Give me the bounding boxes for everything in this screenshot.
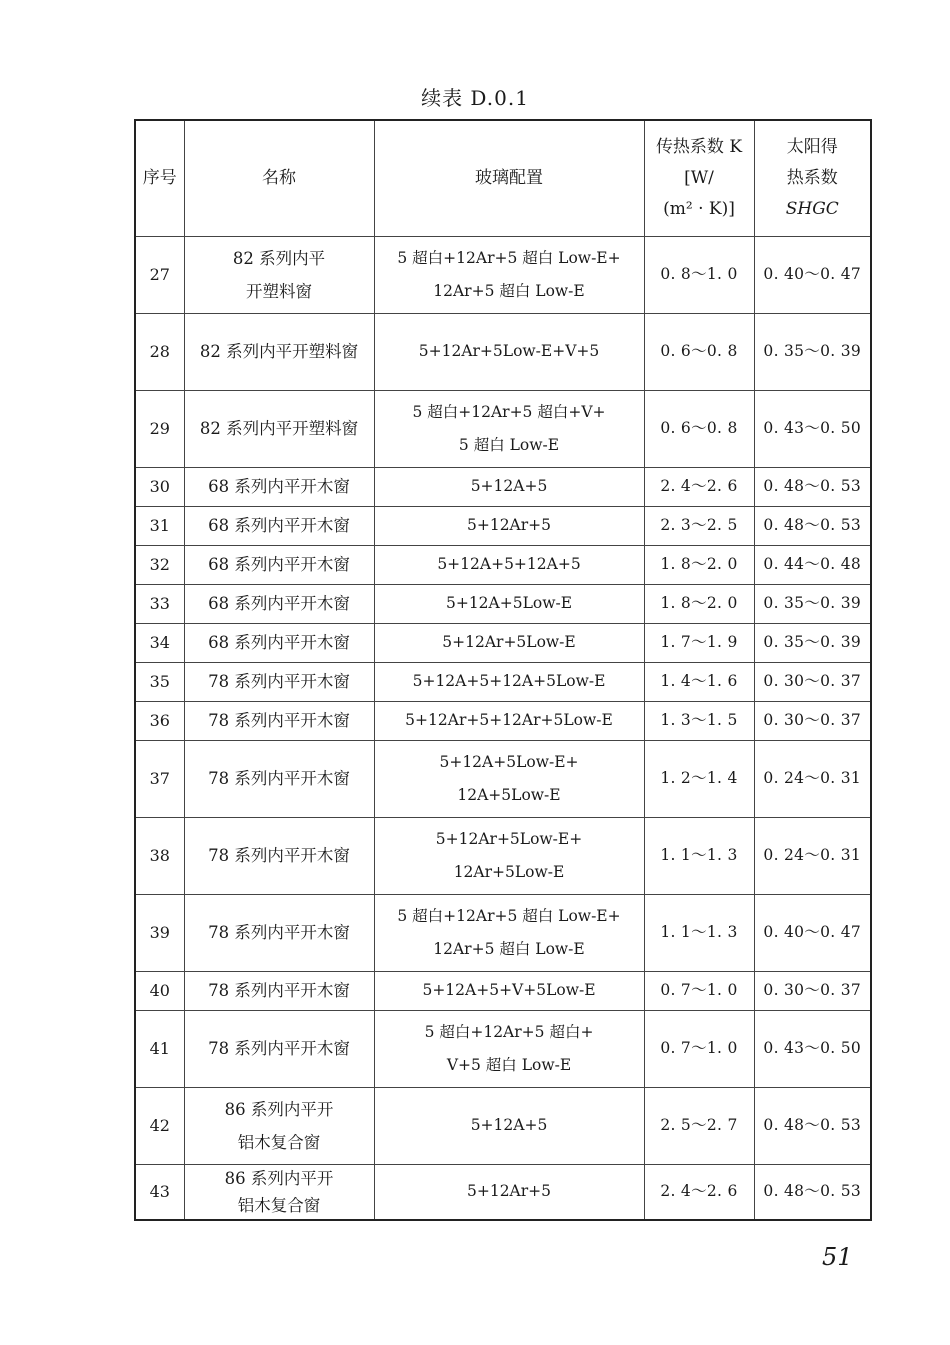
cell-shgc-value [754, 467, 871, 506]
cell-no-line: 29 [149, 419, 170, 438]
cell-no [135, 236, 184, 313]
cell-shgc-value-line: 0. 44～0. 48 [763, 555, 862, 573]
cell-no [135, 701, 184, 740]
cell-no [135, 390, 184, 467]
cell-k-value [644, 506, 754, 545]
cell-shgc-value [754, 662, 871, 701]
cell-shgc-value [754, 236, 871, 313]
cell-glass-config-line: 5+12Ar+5Low-E+ [435, 829, 583, 848]
cell-k-value-line: 1. 7～1. 9 [660, 633, 738, 651]
table-row [135, 545, 871, 584]
header-no: 序号 [135, 120, 184, 236]
table-body [135, 236, 871, 1220]
cell-name [184, 1010, 374, 1087]
cell-no [135, 584, 184, 623]
cell-glass-config-line: 12Ar+5 超白 Low-E [433, 939, 585, 958]
cell-glass-config [374, 390, 644, 467]
cell-k-value [644, 584, 754, 623]
cell-name-line: 68 系列内平开木窗 [208, 516, 350, 535]
table-row [135, 1010, 871, 1087]
cell-glass-config [374, 467, 644, 506]
table-row [135, 390, 871, 467]
cell-k-value-line: 1. 2～1. 4 [660, 769, 738, 787]
cell-no-line: 41 [149, 1039, 170, 1058]
cell-k-value [644, 1087, 754, 1164]
cell-glass-config [374, 236, 644, 313]
cell-shgc-value [754, 1010, 871, 1087]
cell-no [135, 971, 184, 1010]
cell-no [135, 662, 184, 701]
cell-k-value [644, 236, 754, 313]
cell-no-line: 30 [149, 477, 170, 496]
table-row [135, 506, 871, 545]
cell-glass-config-line: 12A+5Low-E [457, 785, 561, 804]
table-row [135, 236, 871, 313]
cell-name [184, 506, 374, 545]
cell-glass-config-line: 5+12Ar+5Low-E+V+5 [418, 342, 600, 360]
cell-shgc-value-line: 0. 35～0. 39 [763, 594, 862, 612]
cell-glass-config [374, 506, 644, 545]
cell-no [135, 545, 184, 584]
cell-shgc-value-line: 0. 43～0. 50 [763, 1039, 862, 1057]
cell-glass-config-line: 5 超白+12Ar+5 超白+ [424, 1022, 594, 1041]
cell-name-line: 78 系列内平开木窗 [208, 672, 350, 691]
cell-k-value-line: 2. 4～2. 6 [660, 1182, 738, 1201]
header-glass: 玻璃配置 [374, 120, 644, 236]
cell-shgc-value-line: 0. 35～0. 39 [763, 633, 862, 651]
cell-name [184, 313, 374, 390]
cell-no-line: 40 [149, 981, 170, 1000]
cell-shgc-value-line: 0. 24～0. 31 [763, 846, 862, 864]
page-number: 51 [822, 1243, 853, 1271]
header-shgc-line1: 太阳得 [786, 136, 838, 157]
cell-glass-config [374, 545, 644, 584]
cell-k-value [644, 313, 754, 390]
cell-k-value-line: 0. 7～1. 0 [660, 981, 738, 999]
cell-no-line: 32 [149, 555, 170, 574]
cell-glass-config-line: 5+12Ar+5Low-E [442, 633, 576, 651]
cell-glass-config-line: 5+12A+5+12A+5 [437, 555, 581, 573]
cell-glass-config [374, 662, 644, 701]
table-row [135, 662, 871, 701]
cell-glass-config-line: 5 超白+12Ar+5 超白 Low-E+ [397, 248, 621, 267]
cell-k-value [644, 740, 754, 817]
cell-glass-config-line: 5+12A+5 [470, 477, 548, 495]
cell-shgc-value [754, 740, 871, 817]
cell-no-line: 39 [149, 923, 170, 942]
cell-glass-config-line: 5 超白+12Ar+5 超白+V+ [412, 402, 606, 421]
cell-k-value-line: 2. 5～2. 7 [660, 1116, 738, 1134]
cell-k-value [644, 701, 754, 740]
cell-glass-config-line: V+5 超白 Low-E [446, 1055, 572, 1074]
cell-no-line: 42 [149, 1116, 170, 1135]
cell-name [184, 894, 374, 971]
cell-no [135, 506, 184, 545]
cell-glass-config [374, 584, 644, 623]
cell-k-value-line: 1. 8～2. 0 [660, 555, 738, 573]
cell-k-value-line: 1. 8～2. 0 [660, 594, 738, 612]
cell-k-value [644, 1164, 754, 1220]
cell-shgc-value [754, 390, 871, 467]
header-k [644, 120, 754, 236]
cell-no-line: 28 [149, 342, 170, 361]
cell-glass-config [374, 817, 644, 894]
cell-k-value-line: 2. 3～2. 5 [660, 516, 738, 534]
cell-name-line: 68 系列内平开木窗 [208, 594, 350, 613]
cell-name-line: 82 系列内平开塑料窗 [199, 342, 359, 361]
cell-no [135, 623, 184, 662]
cell-name-line: 78 系列内平开木窗 [208, 846, 350, 865]
header-shgc [754, 120, 871, 236]
cell-no-line: 36 [149, 711, 170, 730]
cell-name-line: 78 系列内平开木窗 [208, 769, 350, 788]
table-row [135, 467, 871, 506]
cell-glass-config [374, 1087, 644, 1164]
cell-shgc-value [754, 971, 871, 1010]
cell-k-value-line: 0. 6～0. 8 [660, 419, 738, 437]
cell-shgc-value-line: 0. 24～0. 31 [763, 769, 862, 787]
cell-glass-config-line: 5+12A+5Low-E+ [439, 752, 579, 771]
cell-k-value-line: 1. 4～1. 6 [660, 672, 738, 690]
cell-name-line: 78 系列内平开木窗 [208, 711, 350, 730]
cell-shgc-value-line: 0. 30～0. 37 [763, 711, 862, 729]
table-row [135, 971, 871, 1010]
cell-name [184, 1087, 374, 1164]
cell-shgc-value-line: 0. 35～0. 39 [763, 342, 862, 360]
cell-shgc-value [754, 894, 871, 971]
cell-glass-config-line: 5+12Ar+5 [466, 1182, 552, 1201]
cell-k-value-line: 1. 3～1. 5 [660, 711, 738, 729]
cell-name [184, 236, 374, 313]
cell-name-line: 68 系列内平开木窗 [208, 477, 350, 496]
header-name: 名称 [184, 120, 374, 236]
cell-shgc-value-line: 0. 43～0. 50 [763, 419, 862, 437]
cell-name-line: 68 系列内平开木窗 [208, 555, 350, 574]
cell-name-line: 82 系列内平开塑料窗 [199, 419, 359, 438]
cell-shgc-value [754, 584, 871, 623]
table-row [135, 313, 871, 390]
cell-k-value [644, 623, 754, 662]
cell-no-line: 34 [149, 633, 170, 652]
table-header-row [135, 120, 871, 236]
cell-name [184, 390, 374, 467]
cell-glass-config-line: 5 超白 Low-E [458, 435, 560, 454]
cell-name [184, 971, 374, 1010]
cell-glass-config [374, 313, 644, 390]
cell-shgc-value [754, 313, 871, 390]
cell-name-line: 82 系列内平 [232, 248, 326, 268]
cell-shgc-value-line: 0. 30～0. 37 [763, 672, 862, 690]
cell-no [135, 467, 184, 506]
cell-k-value [644, 662, 754, 701]
cell-name [184, 817, 374, 894]
header-shgc-line2: 热系数 [786, 167, 838, 188]
cell-k-value-line: 1. 1～1. 3 [660, 846, 738, 864]
cell-name [184, 545, 374, 584]
cell-k-value-line: 2. 4～2. 6 [660, 477, 738, 495]
cell-name-line: 78 系列内平开木窗 [208, 1039, 350, 1058]
cell-shgc-value-line: 0. 30～0. 37 [763, 981, 862, 999]
cell-no-line: 35 [149, 672, 170, 691]
cell-k-value-line: 0. 7～1. 0 [660, 1039, 738, 1057]
cell-no-line: 31 [149, 516, 170, 535]
cell-k-value [644, 894, 754, 971]
cell-no [135, 1087, 184, 1164]
cell-shgc-value-line: 0. 48～0. 53 [763, 477, 862, 495]
cell-glass-config-line: 5+12A+5Low-E [445, 594, 573, 612]
cell-glass-config [374, 971, 644, 1010]
header-k-line2: [W/ [684, 167, 714, 188]
cell-shgc-value-line: 0. 48～0. 53 [763, 1116, 862, 1134]
table-row [135, 623, 871, 662]
cell-k-value [644, 817, 754, 894]
cell-shgc-value-line: 0. 48～0. 53 [763, 1182, 862, 1201]
cell-name [184, 1164, 374, 1220]
table-row [135, 1164, 871, 1220]
header-shgc-line3: SHGC [785, 198, 839, 219]
cell-no [135, 313, 184, 390]
cell-name [184, 701, 374, 740]
cell-shgc-value [754, 506, 871, 545]
table-row [135, 584, 871, 623]
cell-name [184, 662, 374, 701]
cell-name-line: 铝木复合窗 [237, 1132, 321, 1152]
cell-name-line: 开塑料窗 [246, 281, 312, 301]
cell-no-line: 27 [149, 265, 170, 284]
cell-name-line: 86 系列内平开 [224, 1168, 334, 1188]
cell-k-value [644, 545, 754, 584]
table-row [135, 817, 871, 894]
cell-no-line: 33 [149, 594, 170, 613]
cell-glass-config [374, 894, 644, 971]
cell-name [184, 467, 374, 506]
cell-shgc-value [754, 701, 871, 740]
header-k-line3: (m² · K)] [663, 198, 735, 219]
table-row [135, 740, 871, 817]
cell-glass-config-line: 12Ar+5 超白 Low-E [433, 281, 585, 300]
cell-no [135, 740, 184, 817]
cell-no-line: 38 [149, 846, 170, 865]
cell-glass-config [374, 740, 644, 817]
cell-glass-config-line: 5+12A+5+12A+5Low-E [412, 672, 606, 690]
cell-name-line: 铝木复合窗 [237, 1195, 321, 1215]
cell-shgc-value [754, 1164, 871, 1220]
cell-k-value [644, 390, 754, 467]
cell-k-value [644, 467, 754, 506]
cell-name [184, 623, 374, 662]
cell-name-line: 68 系列内平开木窗 [208, 633, 350, 652]
cell-k-value [644, 971, 754, 1010]
cell-name-line: 78 系列内平开木窗 [208, 923, 350, 942]
window-performance-table [134, 119, 872, 1221]
cell-glass-config [374, 1010, 644, 1087]
table-row [135, 894, 871, 971]
cell-no [135, 1164, 184, 1220]
cell-glass-config-line: 5 超白+12Ar+5 超白 Low-E+ [397, 906, 621, 925]
cell-no-line: 43 [149, 1182, 170, 1202]
cell-shgc-value-line: 0. 40～0. 47 [763, 923, 862, 941]
cell-glass-config [374, 623, 644, 662]
cell-name-line: 86 系列内平开 [224, 1099, 334, 1119]
cell-shgc-value-line: 0. 48～0. 53 [763, 516, 862, 534]
cell-no-line: 37 [149, 769, 170, 788]
cell-glass-config-line: 5+12A+5 [470, 1116, 548, 1134]
table-row [135, 701, 871, 740]
header-k-line1: 传热系数 K [655, 136, 743, 157]
cell-shgc-value [754, 623, 871, 662]
cell-name [184, 584, 374, 623]
cell-glass-config [374, 1164, 644, 1220]
table-row [135, 1087, 871, 1164]
cell-glass-config-line: 5+12Ar+5 [466, 516, 552, 534]
cell-shgc-value [754, 545, 871, 584]
cell-name-line: 78 系列内平开木窗 [208, 981, 350, 1000]
cell-k-value [644, 1010, 754, 1087]
cell-glass-config-line: 5+12Ar+5+12Ar+5Low-E [405, 711, 613, 729]
cell-no [135, 1010, 184, 1087]
cell-k-value-line: 1. 1～1. 3 [660, 923, 738, 941]
cell-name [184, 740, 374, 817]
cell-glass-config-line: 5+12A+5+V+5Low-E [422, 981, 596, 999]
cell-glass-config-line: 12Ar+5Low-E [453, 862, 565, 881]
cell-k-value-line: 0. 6～0. 8 [660, 342, 738, 360]
cell-shgc-value-line: 0. 40～0. 47 [763, 265, 862, 283]
table-caption: 续表 D.0.1 [421, 86, 529, 110]
cell-shgc-value [754, 1087, 871, 1164]
cell-k-value-line: 0. 8～1. 0 [660, 265, 738, 283]
cell-no [135, 894, 184, 971]
cell-glass-config [374, 701, 644, 740]
cell-no [135, 817, 184, 894]
cell-shgc-value [754, 817, 871, 894]
